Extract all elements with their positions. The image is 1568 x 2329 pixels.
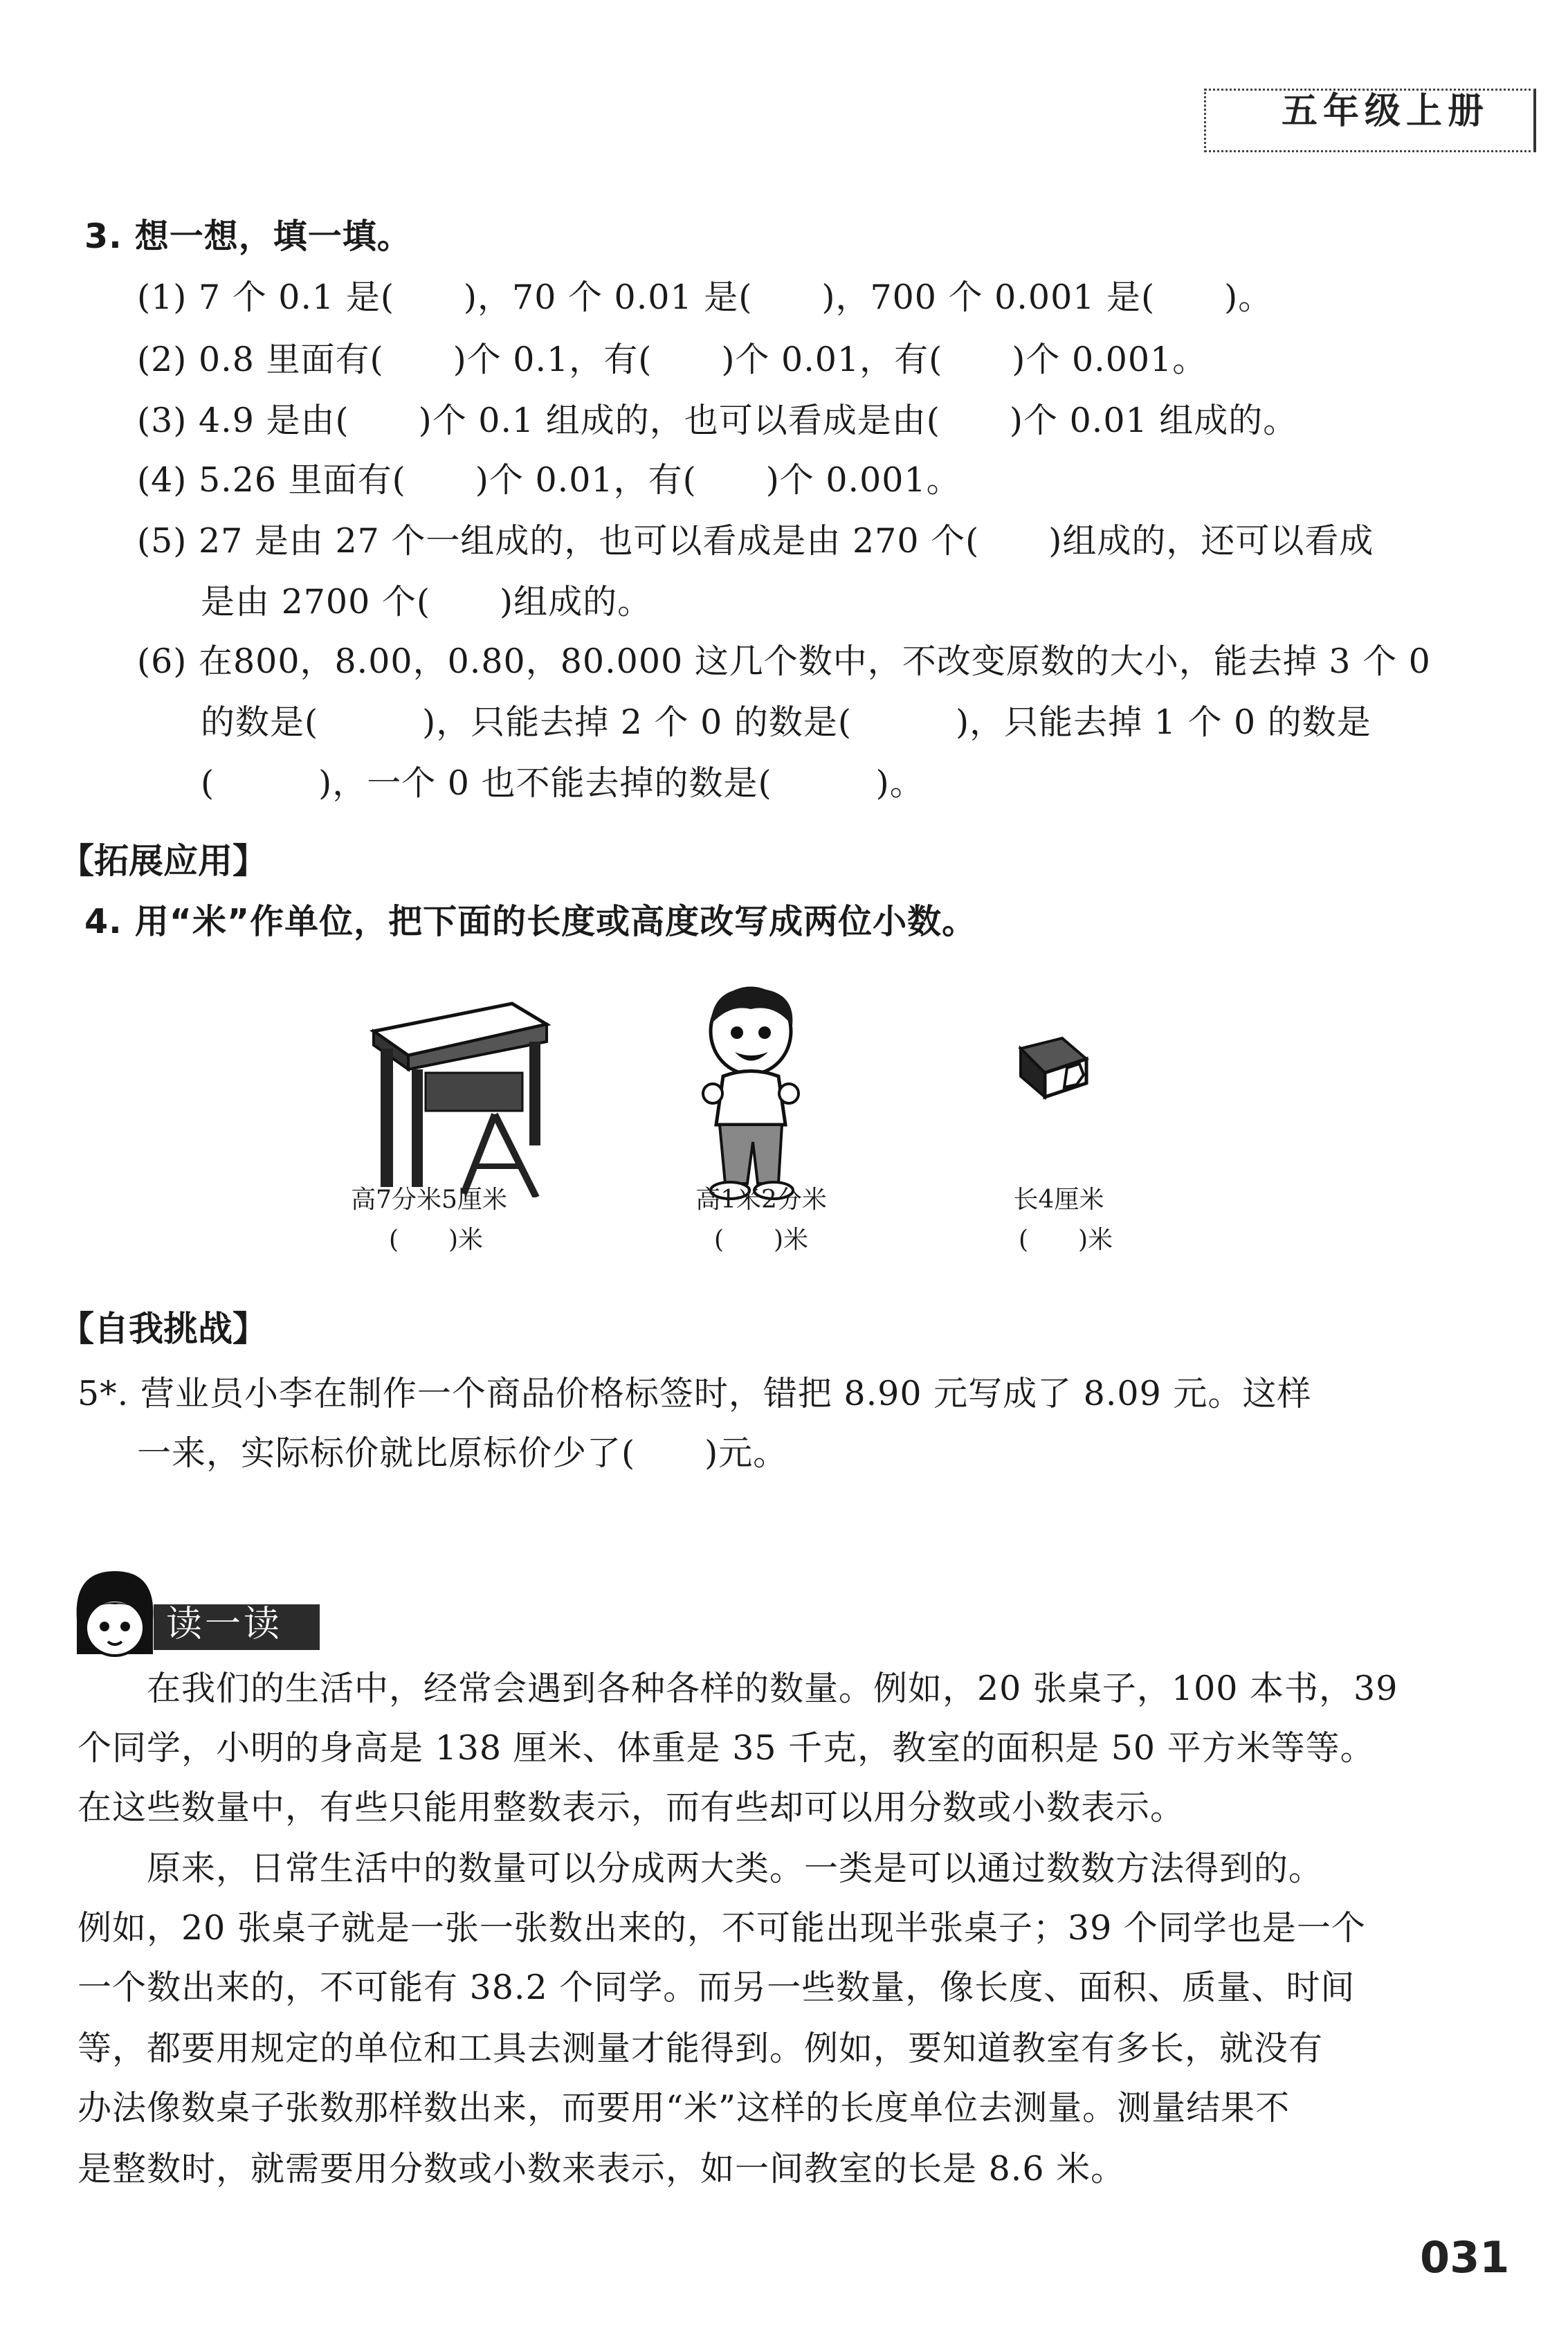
boy-caption: 高1米2分米	[695, 1186, 827, 1214]
reading-line-8: 办法像数桌子张数那样数出来，而要用“米”这样的长度单位去测量。测量结果不	[78, 2088, 1291, 2128]
q3-item-6c: ( )，一个 0 也不能去掉的数是( )。	[201, 763, 924, 803]
reading-line-3: 在这些数量中，有些只能用整数表示，而有些却可以用分数或小数表示。	[78, 1788, 1185, 1827]
header-title: 五年级上册	[1282, 91, 1490, 132]
reading-line-7: 等，都要用规定的单位和工具去测量才能得到。例如，要知道教室有多长，就没有	[78, 2029, 1324, 2068]
girl-avatar-icon	[66, 1564, 163, 1668]
desk-icon	[360, 990, 554, 1197]
q3-item-5a: (5) 27 是由 27 个一组成的，也可以看成是由 270 个( )组成的，还可以看成	[137, 521, 1374, 561]
reading-line-5: 例如，20 张桌子就是一张一张数出来的，不可能出现半张桌子；39 个同学也是一个	[78, 1908, 1366, 1948]
reading-label: 读一读	[166, 1604, 283, 1645]
q3-item-3: (3) 4.9 是由( )个 0.1 组成的，也可以看成是由( )个 0.01 组成的。	[137, 401, 1298, 440]
reading-line-9: 是整数时，就需要用分数或小数来表示，如一间教室的长是 8.6 米。	[78, 2149, 1126, 2188]
boy-icon	[692, 983, 810, 1204]
reading-line-1: 在我们的生活中，经常会遇到各种各样的数量。例如，20 张桌子，100 本书，39	[78, 1669, 1398, 1708]
q5-line-2: 一来，实际标价就比原标价少了( )元。	[137, 1433, 788, 1473]
desk-caption: 高7分米5厘米	[351, 1186, 507, 1214]
q3-item-6a: (6) 在800，8.00，0.80，80.000 这几个数中，不改变原数的大小，能去掉 3 个 0	[137, 642, 1431, 681]
q3-item-2: (2) 0.8 里面有( )个 0.1，有( )个 0.01，有( )个 0.001。	[137, 340, 1207, 379]
section-extend-heading: 【拓展应用】	[60, 841, 267, 881]
page-number: 031	[1420, 2232, 1510, 2283]
desk-answer: ( )米	[388, 1226, 484, 1254]
q3-item-4: (4) 5.26 里面有( )个 0.01，有( )个 0.001。	[137, 460, 961, 500]
reading-line-4: 原来，日常生活中的数量可以分成两大类。一类是可以通过数数方法得到的。	[78, 1849, 1324, 1888]
eraser-caption: 长4厘米	[1013, 1186, 1104, 1214]
reading-line-6: 一个数出来的，不可能有 38.2 个同学。而另一些数量，像长度、面积、质量、时间	[78, 1968, 1356, 2007]
reading-line-2: 个同学，小明的身高是 138 厘米、体重是 35 千克，教室的面积是 50 平方米等等。	[78, 1728, 1375, 1768]
eraser-icon	[1010, 1035, 1093, 1104]
boy-answer: ( )米	[713, 1226, 809, 1254]
section-challenge-heading: 【自我挑战】	[60, 1309, 267, 1349]
q3-item-1: (1) 7 个 0.1 是( )，70 个 0.01 是( )，700 个 0.001 是( )。	[137, 278, 1273, 317]
eraser-answer: ( )米	[1018, 1226, 1113, 1254]
q3-item-6b: 的数是( )，只能去掉 2 个 0 的数是( )，只能去掉 1 个 0 的数是	[201, 703, 1371, 742]
q3-title: 3. 想一想，填一填。	[84, 217, 412, 256]
q4-title: 4. 用“米”作单位，把下面的长度或高度改写成两位小数。	[84, 902, 977, 941]
q3-item-5b: 是由 2700 个( )组成的。	[201, 582, 653, 622]
q5-line-1: 5*. 营业员小李在制作一个商品价格标签时，错把 8.90 元写成了 8.09 元。这样	[78, 1374, 1312, 1413]
